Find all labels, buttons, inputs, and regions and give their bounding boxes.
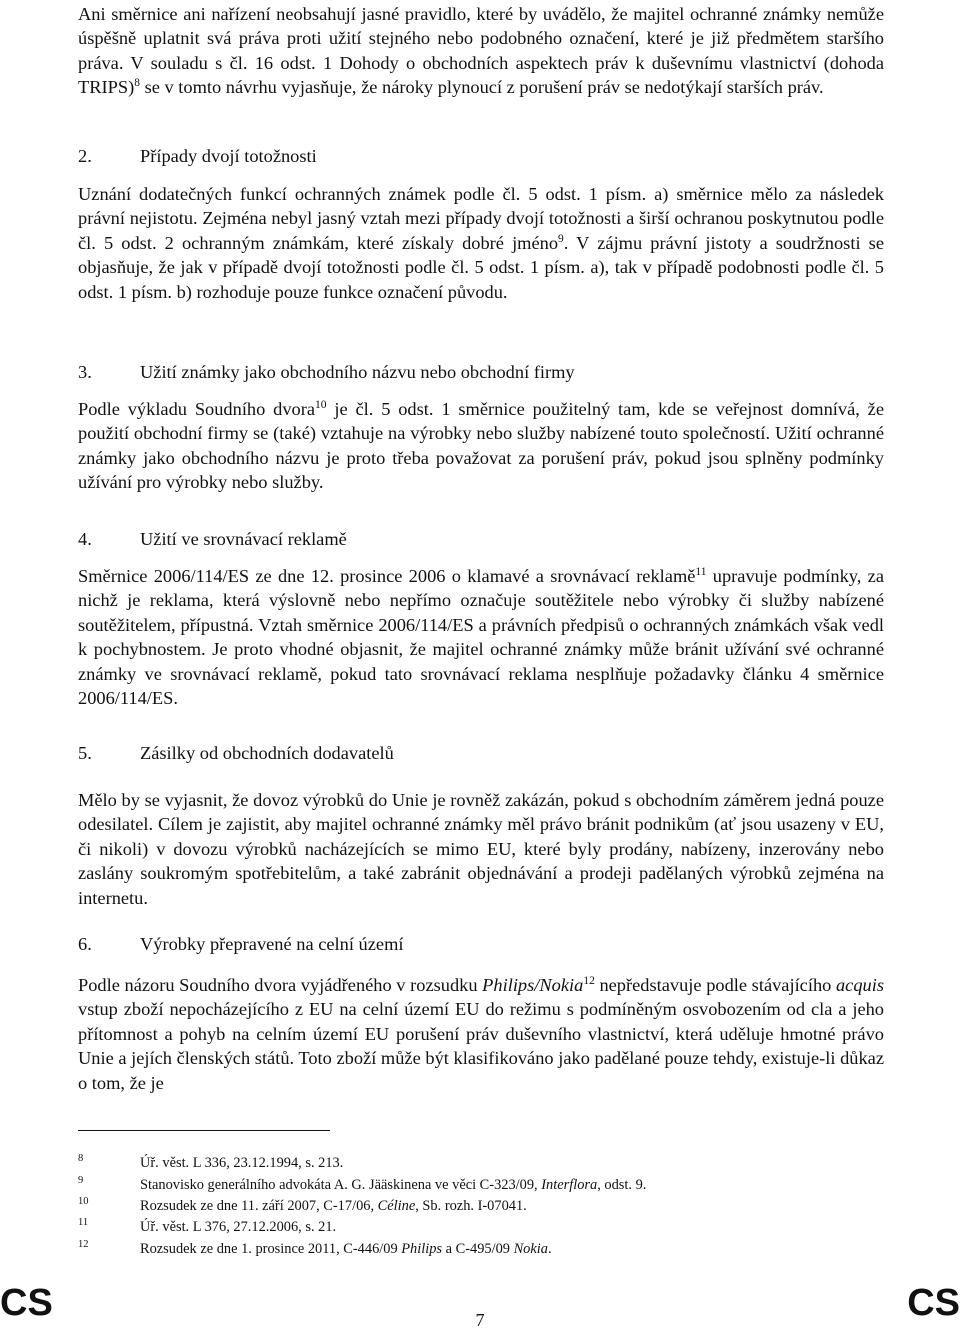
footer-language-left: CS [0,1282,53,1324]
paragraph-text: Podle názoru Soudního dvora vyjádřeného v rozsudku [78,975,483,995]
footnote-case-name: Nokia [513,1241,548,1257]
footnote-ref-9[interactable]: 9 [558,232,564,245]
paragraph-text: je čl. 5 odst. 1 směrnice použitelný tam, kde se veřejnost domnívá, že použití obchodní firmy se (také) vztahuje na výrobky nebo služby nabízené touto společností. Užití ochranné známky jako obchodního názvu je proto třeba považovat za porušení práv, pokud jsou splněny podmínky užívání pro výrobky nebo služby. [78,399,884,493]
paragraph-text: se v tomto návrhu vyjasňuje, že nároky plynoucí z porušení práv se nedotýkají starších práv. [139,77,824,98]
case-name: Philips/Nokia [482,975,584,995]
section-number: 2. [78,146,92,166]
footer-language-right: CS [907,1282,960,1324]
section-title: Užití známky jako obchodního názvu nebo obchodní firmy [140,362,575,382]
footnote-9 [78,1172,646,1194]
footnote-case-name: Céline [377,1198,416,1214]
footnote-8 [78,1150,343,1172]
footnote-10 [78,1193,527,1215]
section-title: Výrobky přepravené na celní území [140,934,404,954]
footnote-text: , Sb. rozh. I-07041. [415,1198,527,1214]
footnote-text: , odst. 9. [597,1177,647,1193]
footnote-text: Rozsudek ze dne 1. prosince 2011, C-446/09 [140,1241,402,1257]
paragraph-text: Směrnice 2006/114/ES ze dne 12. prosince 2006 o klamavé a srovnávací reklamě [78,566,696,586]
paragraph-text: Podle výkladu Soudního dvora [78,399,316,419]
footnote-text: Rozsudek ze dne 11. září 2007, C-17/06, [140,1198,378,1214]
footnote-number: 10 [78,1196,89,1207]
section-title: Zásilky od obchodních dodavatelů [140,743,394,763]
footnote-ref-11[interactable]: 11 [695,566,707,578]
paragraph-double-identity [78,182,884,304]
footnote-text: Úř. věst. L 336, 23.12.1994, s. 213. [140,1155,344,1171]
section-title: Užití ve srovnávací reklamě [140,529,347,549]
paragraph-text: upravuje podmínky, za nichž je reklama, která výslovně nebo nepřímo označuje soutěžitele nebo výrobky či služby nabízené soutěžitelem, přípustná. Vztah směrnice 2006/114/ES a právních předpisů o ochranných známkách však vedl k pochybnostem. Je proto vhodné objasnit, že majitel ochranné známky může bránit užívání své ochranné známky ve srovnávací reklamě, pokud tato srovnávací reklama nesplňuje požadavky článku 4 směrnice 2006/114/ES. [78,566,885,709]
section-number: 4. [78,529,92,549]
footnote-12 [78,1236,552,1258]
paragraph-text: Ani směrnice ani nařízení neobsahují jasné pravidlo, které by uvádělo, že majitel ochranné známky nemůže úspěšně uplatnit svá práva proti užití stejného nebo podobného označení, které je již předmětem staršího práva. V souladu s čl. 16 odst. 1 Dohody o obchodních aspektech práv k duševnímu vlastnictví (dohoda TRIPS) [78,4,884,98]
paragraph-text: nepředstavuje podle stávajícího [594,975,836,995]
paragraph-transit-goods [78,973,884,1095]
footnote-case-name: Philips [401,1241,443,1257]
paragraph-earlier-rights [78,2,884,100]
paragraph-text: vstup zboží nepocházejícího z EU na celní území EU do režimu s podmíněným osvobozením od cla a jeho přítomnost a pohyb na celním území EU porušení práv duševního vlastnictví, která uděluje hmotné právo Unie a jejích členských států. Toto zboží může být klasifikováno jako padělané pouze tehdy, existuje-li důkaz o tom, že je [78,999,884,1093]
footnote-ref-8[interactable]: 8 [134,77,140,90]
paragraph-commercial-consignments: Mělo by se vyjasnit, že dovoz výrobků do Unie je rovněž zakázán, pokud s obchodním záměrem jedná pouze odesilatel. Cílem je zajistit, aby majitel ochranné známky měl právo bránit podnikům (ať jsou usazeny v EU, či nikoli) v dovozu výrobků nacházejících se mimo EU, které byly prodány, nabízeny, inzerovány nebo zaslány soukromým spotřebitelům, a také zabránit objednávání a prodeji padělaných výrobků zejména na internetu. [78,790,884,908]
acquis-term: acquis [835,975,884,995]
section-number: 3. [78,362,92,382]
footnote-text: . [547,1241,552,1257]
section-heading-5 [78,741,394,765]
section-number: 5. [78,743,92,763]
footnote-ref-10[interactable]: 10 [315,399,327,411]
section-heading-2 [78,144,317,168]
footnote-11 [78,1214,336,1236]
section-heading-3 [78,360,575,384]
section-heading-6 [78,932,404,956]
section-heading-4 [78,527,347,551]
footnote-number: 12 [78,1239,89,1250]
section-title: Případy dvojí totožnosti [140,146,317,166]
paragraph-text: Uznání dodatečných funkcí ochranných známek podle čl. 5 odst. 1 písm. a) směrnice mělo za následek právní nejistotu. Zejména nebyl jasný vztah mezi případy dvojí totožnosti a širší ochranou poskytnutou podle čl. 5 odst. 2 ochranným známkám, které získaly dobré jméno [78,184,884,253]
footnote-ref-12[interactable]: 12 [583,975,595,987]
footnote-number: 8 [78,1153,84,1164]
page-number: 7 [475,1310,485,1330]
footnote-separator [78,1130,330,1131]
section-number: 6. [78,934,92,954]
paragraph-text: . V zájmu právní jistoty a soudržnosti se objasňuje, že jak v případě dvojí totožnosti podle čl. 5 odst. 1 písm. a), tak v případě podobnosti podle čl. 5 odst. 1 písm. b) rozhoduje pouze funkce označení původu. [78,232,884,302]
footnote-text: Stanovisko generálního advokáta A. G. Jääskinena ve věci C-323/09, [140,1177,542,1193]
footnote-number: 9 [78,1175,84,1186]
footnote-case-name: Interflora [541,1177,598,1193]
footnote-text: a C-495/09 [442,1241,514,1257]
footnote-text: Úř. věst. L 376, 27.12.2006, s. 21. [140,1219,337,1235]
paragraph-trade-name [78,397,884,495]
paragraph-comparative-advertising [78,564,884,710]
footnote-number: 11 [78,1217,89,1228]
